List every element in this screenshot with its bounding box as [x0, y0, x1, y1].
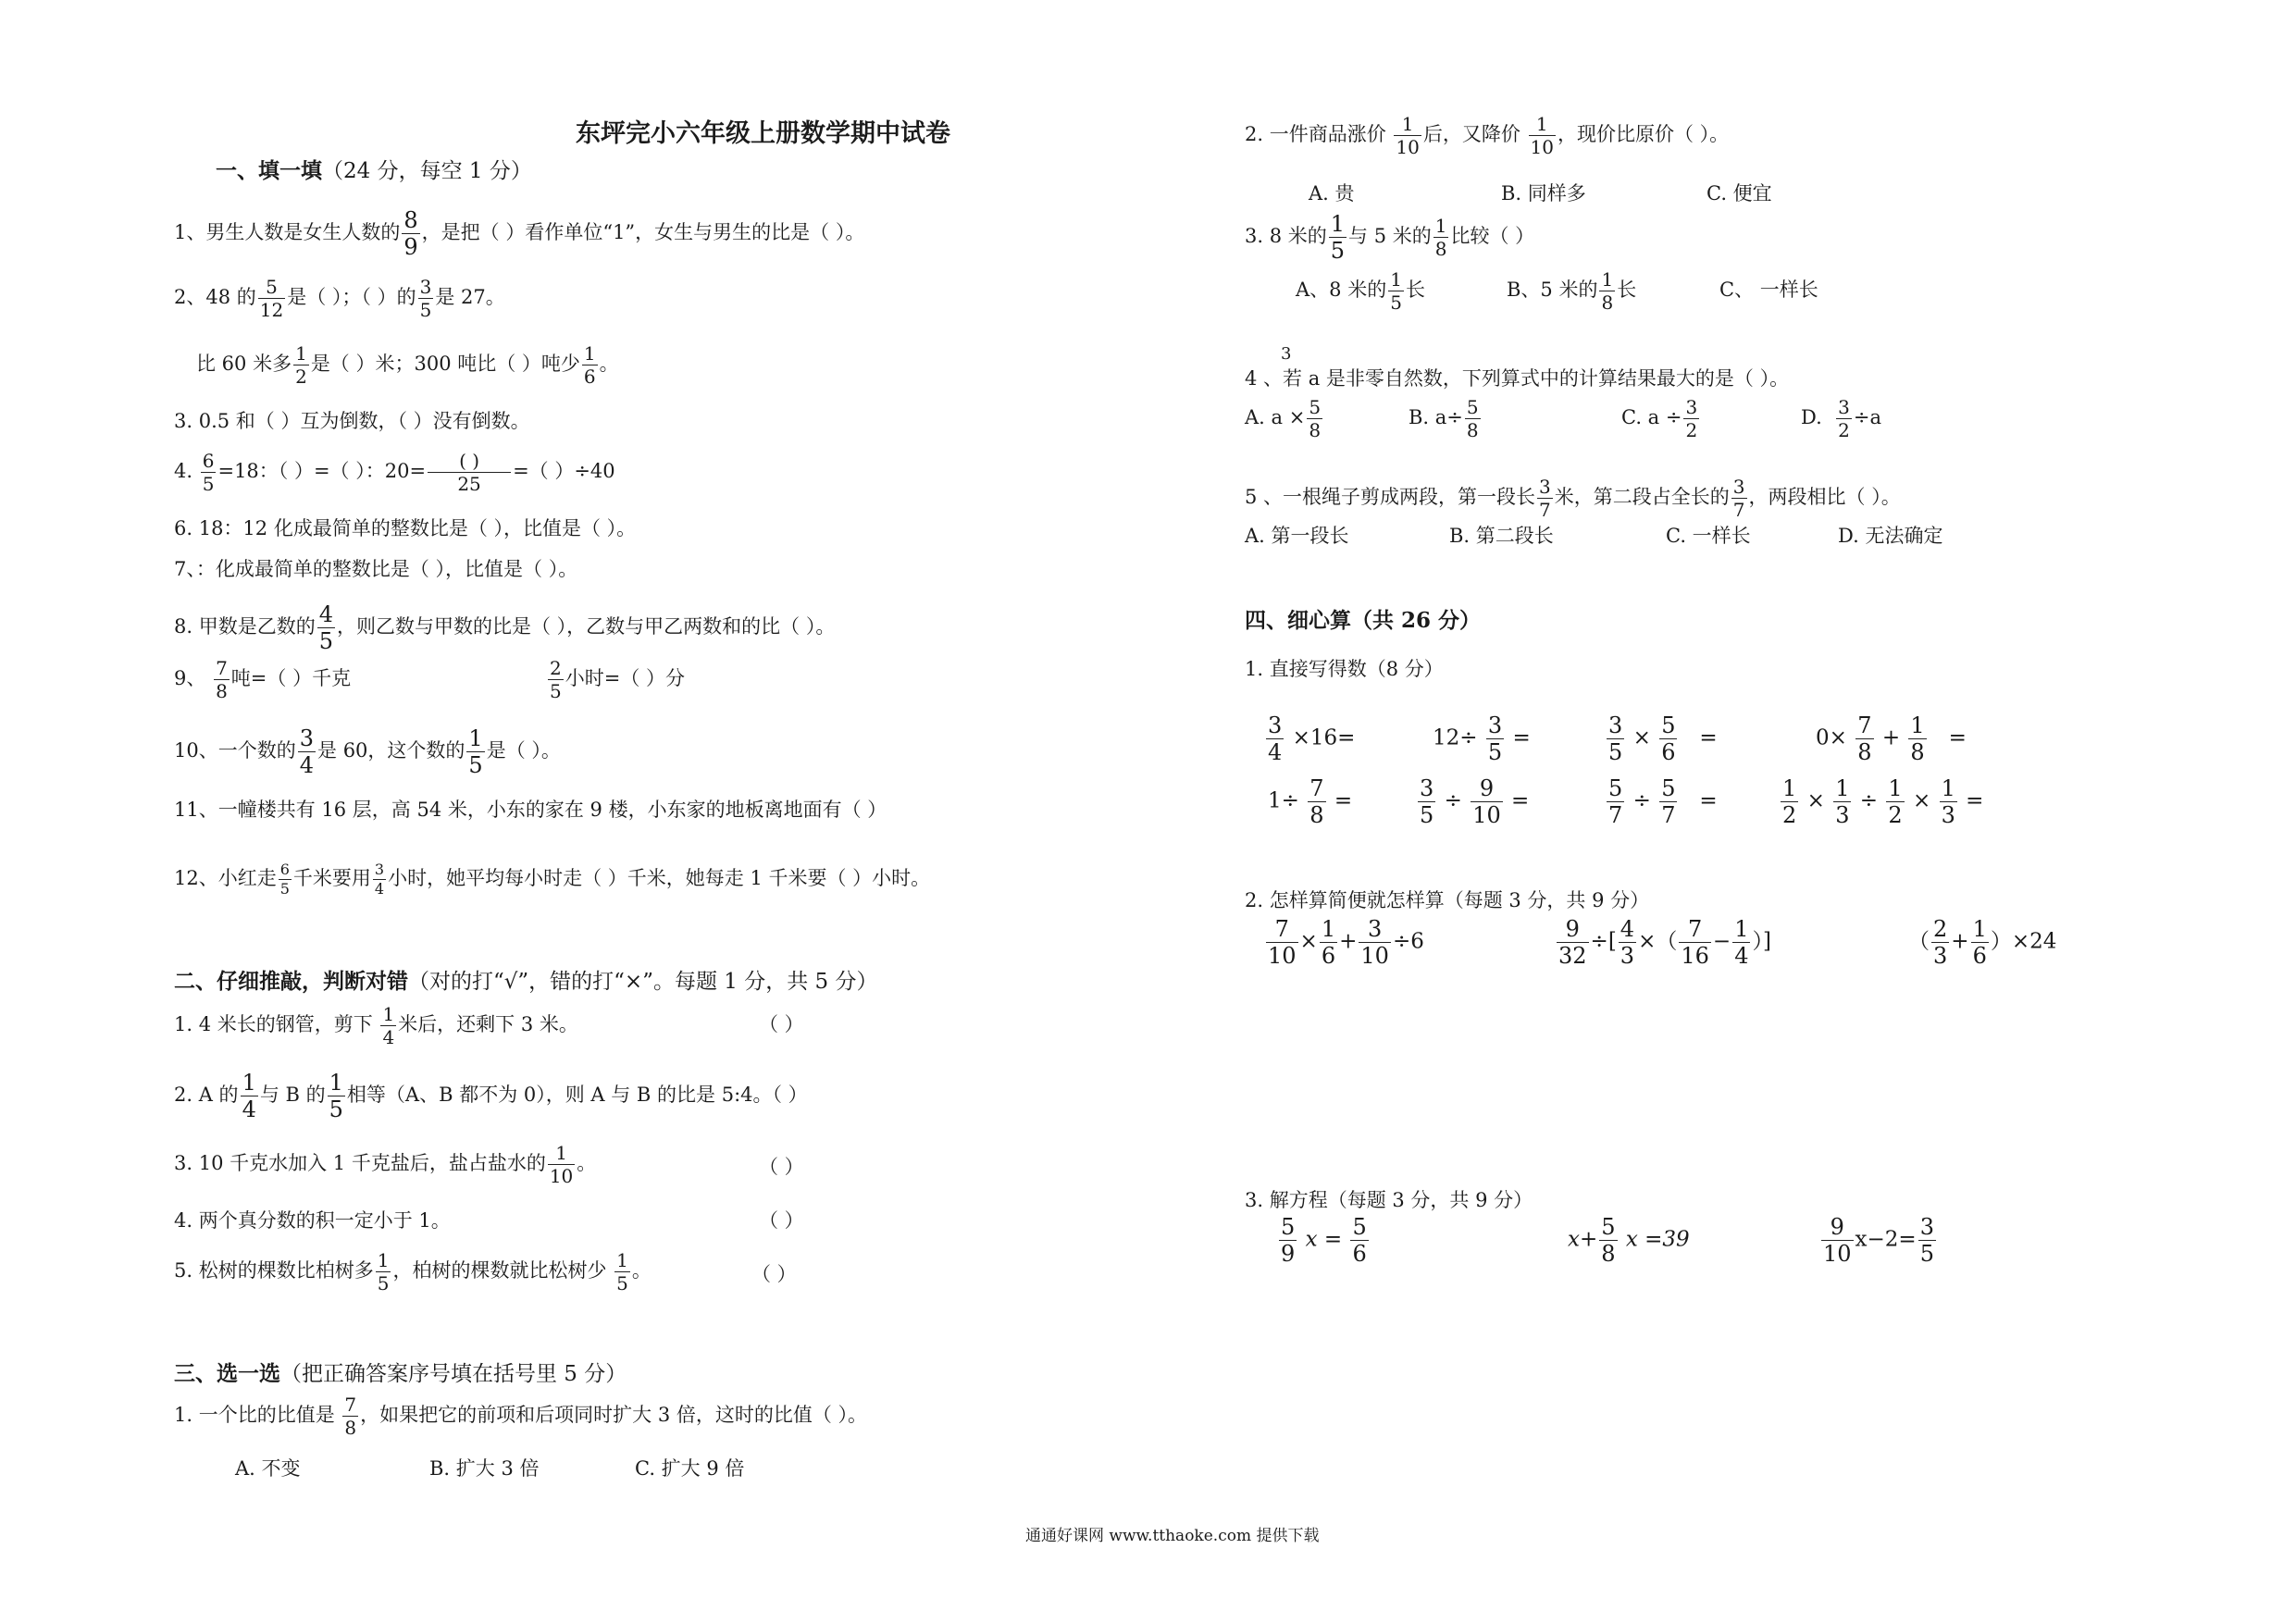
q2-2: 2. A 的 $\frac{1}{4}$ 与 B 的 $\frac{1}{5}$ 相等（A、B 都不为 0），则 A 与 B 的比是 5:4。（ ）: [174, 1070, 808, 1122]
simplify-3: （ $\frac{2}{3}$ + $\frac{1}{6}$ ）×24: [1908, 916, 2057, 969]
stray-mark: 3: [1281, 344, 1292, 364]
q3-1-opt-b: B. 扩大 3 倍: [429, 1457, 540, 1480]
equation-1: $\frac{5}{9}$ x = $\frac{5}{6}$: [1281, 1214, 1367, 1267]
calc-r1c1: $\frac{3}{4}$ ×16=: [1268, 712, 1356, 765]
q1-2b: 比 60 米多 $\frac{1}{2}$ 是（ ）米；300 吨比（ ）吨少 $\frac{1}{6}$ 。: [196, 342, 619, 388]
footer-credit: 通通好课网 www.tthaoke.com 提供下载: [1025, 1527, 1320, 1545]
q1-3: 3. 0.5 和（ ）互为倒数，（ ）没有倒数。: [174, 410, 530, 432]
q1-9: 9、 $\frac{7}{8}$ 吨=（ ）千克: [174, 657, 352, 702]
section-3-heading: 三、选一选（把正确答案序号填在括号里 5 分）: [174, 1361, 627, 1386]
q3-4-opt-d: D. $\frac{3}{2}$ ÷a: [1801, 396, 1881, 441]
q3-2-opt-c: C. 便宜: [1706, 182, 1772, 204]
q3-3-opt-b: B、5 米的 $\frac{1}{8}$ 长: [1507, 268, 1637, 314]
sec4-sub1: 1. 直接写得数（8 分）: [1245, 658, 1444, 680]
q1-12: 12、小红走 $\frac{6}{5}$ 千米要用 $\frac{3}{4}$ 小时，她平均每小时走（ ）千米，她每走 1 千米要（ ）小时。: [174, 861, 931, 898]
q1-8: 8. 甲数是乙数的 $\frac{4}{5}$ ，则乙数与甲数的比是（ ），乙数与甲乙两数和的比（ ）。: [174, 601, 836, 654]
q1-4: 4. $\frac{6}{5}$ =18：（ ）=（ ）：20= $\frac{( )}{25}$ =（ ）÷40: [174, 450, 615, 495]
calc-r2c2: $\frac{3}{5}$ ÷ $\frac{9}{10}$ =: [1420, 775, 1530, 828]
calc-r2c3: $\frac{5}{7}$ ÷ $\frac{5}{7}$ =: [1608, 775, 1718, 828]
q2-4: 4. 两个真分数的积一定小于 1。: [174, 1209, 451, 1232]
q3-1-opt-c: C. 扩大 9 倍: [635, 1457, 745, 1480]
calc-r1c2: 12÷ $\frac{3}{5}$ =: [1433, 712, 1531, 765]
q2-3-paren: （ ）: [759, 1156, 804, 1178]
page-title: 东坪完小六年级上册数学期中试卷: [576, 119, 950, 148]
q2-4-paren: （ ）: [759, 1209, 804, 1232]
q1-6: 6. 18：12 化成最简单的整数比是（ ），比值是（ ）。: [174, 517, 637, 539]
q3-4-opt-c: C. a ÷ $\frac{3}{2}$: [1621, 396, 1698, 441]
q3-4-opt-a: A. a × $\frac{5}{8}$: [1245, 396, 1322, 441]
sec4-sub2: 2. 怎样算简便就怎样算（每题 3 分，共 9 分）: [1245, 889, 1650, 911]
q1-2: 2、48 的 $\frac{5}{12}$ 是（ ）；（ ）的 $\frac{3}{5}$ 是 27。: [174, 276, 505, 321]
q3-1: 1. 一个比的比值是 $\frac{7}{8}$ ，如果把它的前项和后项同时扩大 3 倍，这时的比值（ ）。: [174, 1394, 868, 1439]
q3-2-opt-b: B. 同样多: [1501, 182, 1586, 204]
simplify-1: $\frac{7}{10}$ × $\frac{1}{6}$ + $\frac{3}{10}$ ÷6: [1268, 916, 1424, 969]
q3-5: 5 、一根绳子剪成两段，第一段长 $\frac{3}{7}$ 米，第二段占全长的 $\frac{3}{7}$ ，两段相比（ ）。: [1245, 476, 1901, 521]
section-4-heading: 四、细心算（共 26 分）: [1245, 608, 1482, 633]
sec4-sub3: 3. 解方程（每题 3 分，共 9 分）: [1245, 1189, 1533, 1211]
q3-2-opt-a: A. 贵: [1309, 182, 1355, 204]
q3-5-opt-c: C. 一样长: [1666, 525, 1751, 547]
q3-4: 4 、若 a 是非零自然数，下列算式中的计算结果最大的是（ ）。: [1245, 367, 1790, 390]
q1-1: 1、男生人数是女生人数的 $\frac{8}{9}$ ，是把（ ）看作单位“1”，女生与男生的比是（ ）。: [174, 207, 865, 260]
q1-7: 7、：化成最简单的整数比是（ ），比值是（ ）。: [174, 558, 578, 580]
equation-3: $\frac{9}{10}$ x−2= $\frac{3}{5}$: [1823, 1214, 1934, 1267]
q3-5-opt-a: A. 第一段长: [1245, 525, 1349, 547]
q1-9b: $\frac{2}{5}$ 小时=（ ）分: [550, 657, 686, 702]
calc-r2c1: 1÷ $\frac{7}{8}$ =: [1268, 775, 1353, 828]
q2-5: 5. 松树的棵数比柏树多 $\frac{1}{5}$ ，柏树的棵数就比松树少 $\frac{1}{5}$ 。: [174, 1249, 652, 1295]
section-2-heading: 二、仔细推敲，判断对错（对的打“√”，错的打“×”。每题 1 分，共 5 分）: [174, 969, 878, 994]
q3-1-opt-a: A. 不变: [235, 1457, 301, 1480]
q2-5-paren: （ ）: [751, 1263, 797, 1285]
equation-2: x+ $\frac{5}{8}$ x =39: [1568, 1214, 1690, 1267]
q3-5-opt-b: B. 第二段长: [1449, 525, 1554, 547]
q2-1-paren: （ ）: [759, 1013, 804, 1035]
q1-11: 11、一幢楼共有 16 层，高 54 米，小东的家在 9 楼，小东家的地板离地面有（ ）: [174, 799, 887, 821]
q3-4-opt-b: B. a÷ $\frac{5}{8}$: [1409, 396, 1479, 441]
calc-r2c4: $\frac{1}{2}$ × $\frac{1}{3}$ ÷ $\frac{1}{2}$ × $\frac{1}{3}$ =: [1782, 775, 1984, 828]
section-1-heading: 一、填一填（24 分，每空 1 分）: [216, 158, 532, 183]
calc-r1c3: $\frac{3}{5}$ × $\frac{5}{6}$ =: [1608, 712, 1718, 765]
calc-r1c4: 0× $\frac{7}{8}$ + $\frac{1}{8}$ =: [1816, 712, 1967, 765]
q1-10: 10、一个数的 $\frac{3}{4}$ 是 60，这个数的 $\frac{1}{5}$ 是（ ）。: [174, 725, 561, 778]
q3-3-opt-a: A、8 米的 $\frac{1}{5}$ 长: [1296, 268, 1425, 314]
simplify-2: $\frac{9}{32}$ ÷[ $\frac{4}{3}$ ×（ $\frac{7}{16}$ − $\frac{1}{4}$ ）]: [1558, 916, 1771, 969]
q2-1: 1. 4 米长的钢管，剪下 $\frac{1}{4}$ 米后，还剩下 3 米。: [174, 1003, 578, 1048]
q3-3: 3. 8 米的 $\frac{1}{5}$ 与 5 米的 $\frac{1}{8}$ 比较（ ）: [1245, 211, 1535, 264]
q3-2: 2. 一件商品涨价 $\frac{1}{10}$ 后，又降价 $\frac{1}{10}$ ，现价比原价（ ）。: [1245, 113, 1730, 158]
q3-3-opt-c: C、 一样长: [1719, 279, 1818, 301]
q3-5-opt-d: D. 无法确定: [1838, 525, 1943, 547]
q2-3: 3. 10 千克水加入 1 千克盐后，盐占盐水的 $\frac{1}{10}$ 。: [174, 1142, 597, 1187]
